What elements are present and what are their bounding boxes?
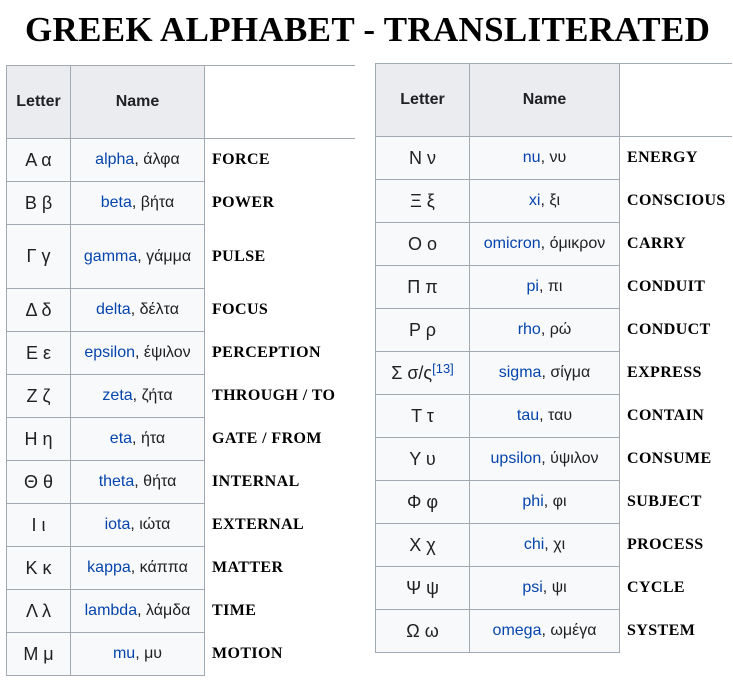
name-link[interactable]: mu xyxy=(112,645,136,662)
table-row xyxy=(376,266,732,309)
name-link[interactable]: nu xyxy=(522,149,541,166)
name-link[interactable]: alpha xyxy=(95,151,135,168)
name-cell xyxy=(470,309,620,352)
name-cell xyxy=(71,547,205,590)
letter-text: Ρ ρ xyxy=(409,319,436,340)
name-greek: , ύψιλον xyxy=(541,450,599,467)
table-row xyxy=(7,139,355,182)
letter-text: Τ τ xyxy=(411,405,434,426)
letter-cell xyxy=(376,180,470,223)
letter-text: Ν ν xyxy=(409,147,436,168)
name-cell xyxy=(470,266,620,309)
meaning-column-header xyxy=(205,66,355,139)
meaning-label: SYSTEM xyxy=(620,610,732,653)
name-greek: , ψι xyxy=(542,579,567,596)
name-cell xyxy=(71,289,205,332)
table-row xyxy=(7,504,355,547)
letter-cell xyxy=(7,182,71,225)
name-link[interactable]: sigma xyxy=(498,364,542,381)
table-row xyxy=(7,461,355,504)
meaning-label: EXTERNAL xyxy=(205,504,355,547)
table-row xyxy=(376,395,732,438)
letter-text: Κ κ xyxy=(25,557,52,578)
name-greek: , πι xyxy=(538,278,563,295)
name-link[interactable]: kappa xyxy=(87,559,131,576)
table-header-row xyxy=(7,66,355,139)
letter-cell xyxy=(7,461,71,504)
table-row xyxy=(376,524,732,567)
name-link[interactable]: gamma xyxy=(83,247,138,265)
letter-text: Ζ ζ xyxy=(26,385,51,406)
name-link[interactable]: chi xyxy=(523,536,545,553)
name-greek: , ζήτα xyxy=(132,387,173,404)
name-link[interactable]: eta xyxy=(109,430,133,447)
name-link[interactable]: omicron xyxy=(483,235,541,252)
table-row xyxy=(376,137,732,180)
name-greek: , ήτα xyxy=(132,430,166,447)
name-cell xyxy=(470,137,620,180)
meaning-label: ENERGY xyxy=(620,137,732,180)
name-link[interactable]: omega xyxy=(492,622,542,639)
letter-text: Χ χ xyxy=(409,534,436,555)
name-cell xyxy=(71,418,205,461)
letter-cell xyxy=(376,223,470,266)
letter-cell xyxy=(376,481,470,524)
name-greek: , ταυ xyxy=(539,407,573,424)
meaning-label: CARRY xyxy=(620,223,732,266)
letter-cell xyxy=(376,524,470,567)
letter-text: Ω ω xyxy=(406,620,439,641)
table-row xyxy=(376,352,732,395)
name-greek: , σίγμα xyxy=(541,364,591,381)
name-cell xyxy=(470,481,620,524)
name-link[interactable]: upsilon xyxy=(490,450,542,467)
meaning-label: TIME xyxy=(205,590,355,633)
name-greek: , μυ xyxy=(135,645,163,662)
letter-text: Ψ ψ xyxy=(406,577,439,598)
letter-cell xyxy=(7,633,71,676)
letter-cell xyxy=(7,332,71,375)
name-greek: , κάππα xyxy=(130,559,188,576)
name-cell xyxy=(470,610,620,653)
letter-text: Α α xyxy=(25,149,52,170)
greek-table-left xyxy=(6,65,355,676)
greek-table-right xyxy=(375,63,732,653)
letter-text: Θ θ xyxy=(23,471,53,492)
name-cell xyxy=(470,352,620,395)
letter-text: Δ δ xyxy=(25,299,52,320)
letter-cell xyxy=(376,137,470,180)
table-row xyxy=(7,289,355,332)
name-link[interactable]: delta xyxy=(96,301,131,318)
name-cell xyxy=(470,438,620,481)
meaning-label: CYCLE xyxy=(620,567,732,610)
meaning-label: INTERNAL xyxy=(205,461,355,504)
name-link[interactable]: epsilon xyxy=(84,344,136,361)
letter-cell xyxy=(7,418,71,461)
letter-cell xyxy=(376,309,470,352)
name-cell xyxy=(71,461,205,504)
name-link[interactable]: xi xyxy=(528,192,541,209)
letter-cell xyxy=(7,547,71,590)
letter-text: Σ σ/ς xyxy=(391,362,433,383)
letter-text: Λ λ xyxy=(25,600,52,621)
letter-text: Β β xyxy=(24,192,53,213)
name-cell xyxy=(71,182,205,225)
letter-text: Φ φ xyxy=(406,491,439,512)
name-cell xyxy=(71,504,205,547)
page-title: GREEK ALPHABET - TRANSLITERATED xyxy=(25,10,711,49)
letter-cell xyxy=(376,266,470,309)
table-row xyxy=(7,375,355,418)
name-cell xyxy=(470,567,620,610)
letter-cell xyxy=(376,610,470,653)
meaning-label: CONSCIOUS xyxy=(620,180,732,223)
meaning-label: SUBJECT xyxy=(620,481,732,524)
name-cell xyxy=(470,180,620,223)
meaning-label: CONDUCT xyxy=(620,309,732,352)
name-cell xyxy=(71,375,205,418)
meaning-label: FORCE xyxy=(205,139,355,182)
name-column-header: Name xyxy=(470,64,620,137)
name-link[interactable]: tau xyxy=(516,407,540,424)
name-greek: , όμικρον xyxy=(540,235,606,252)
letter-cell xyxy=(7,225,71,289)
name-cell xyxy=(470,395,620,438)
letter-text: Γ γ xyxy=(26,246,51,266)
letter-cell xyxy=(7,289,71,332)
meaning-label: EXPRESS xyxy=(620,352,732,395)
letter-text: Μ μ xyxy=(23,643,54,664)
table-row xyxy=(376,438,732,481)
meaning-label: GATE / FROM xyxy=(205,418,355,461)
letter-cell xyxy=(376,567,470,610)
letter-cell xyxy=(376,395,470,438)
name-cell xyxy=(71,633,205,676)
table-row xyxy=(7,547,355,590)
meaning-label: PERCEPTION xyxy=(205,332,355,375)
name-greek: , νυ xyxy=(540,149,567,166)
letter-cell xyxy=(376,352,470,395)
name-link[interactable]: psi xyxy=(522,579,543,596)
name-link[interactable]: iota xyxy=(104,516,131,533)
name-link[interactable]: theta xyxy=(98,473,135,490)
name-greek: , ξι xyxy=(540,192,561,209)
letter-column-header: Letter xyxy=(7,66,71,139)
name-link[interactable]: rho xyxy=(517,321,541,338)
meaning-label: MOTION xyxy=(205,633,355,676)
name-greek: , βήτα xyxy=(131,194,175,211)
table-row xyxy=(7,182,355,225)
meaning-label: FOCUS xyxy=(205,289,355,332)
name-greek: , δέλτα xyxy=(130,301,179,318)
letter-cell xyxy=(7,375,71,418)
name-cell xyxy=(71,139,205,182)
letter-text: Ι ι xyxy=(31,514,46,535)
name-link[interactable]: phi xyxy=(522,493,544,510)
name-cell xyxy=(71,332,205,375)
name-greek: , χι xyxy=(544,536,566,553)
meaning-label: CONTAIN xyxy=(620,395,732,438)
table-row xyxy=(376,567,732,610)
table-row xyxy=(7,332,355,375)
table-header-row xyxy=(376,64,732,137)
meaning-column-header xyxy=(620,64,732,137)
letter-cell xyxy=(376,438,470,481)
name-greek: , έψιλον xyxy=(135,344,191,361)
table-row xyxy=(376,180,732,223)
name-link[interactable]: pi xyxy=(526,278,539,295)
name-greek: , φι xyxy=(543,493,567,510)
letter-text: Η η xyxy=(24,428,53,449)
letter-cell xyxy=(7,139,71,182)
name-link[interactable]: lambda xyxy=(84,602,138,619)
table-row xyxy=(7,225,355,289)
name-greek: , άλφα xyxy=(134,151,180,168)
name-cell xyxy=(71,225,205,289)
meaning-label: CONDUIT xyxy=(620,266,732,309)
name-greek: , ωμέγα xyxy=(541,622,597,639)
table-row xyxy=(376,610,732,653)
name-greek: , θήτα xyxy=(134,473,177,490)
table-row xyxy=(376,223,732,266)
letter-cell xyxy=(7,590,71,633)
name-greek: , ρώ xyxy=(540,321,572,338)
meaning-label: MATTER xyxy=(205,547,355,590)
name-column-header: Name xyxy=(71,66,205,139)
name-greek: , ιώτα xyxy=(130,516,171,533)
name-greek: , λάμδα xyxy=(137,602,191,619)
name-link[interactable]: zeta xyxy=(102,387,133,404)
name-cell xyxy=(470,223,620,266)
name-cell xyxy=(470,524,620,567)
table-row xyxy=(7,418,355,461)
name-cell xyxy=(71,590,205,633)
meaning-label: POWER xyxy=(205,182,355,225)
table-row xyxy=(7,590,355,633)
letter-cell xyxy=(7,504,71,547)
letter-text: Ξ ξ xyxy=(410,190,435,211)
letter-column-header: Letter xyxy=(376,64,470,137)
meaning-label: CONSUME xyxy=(620,438,732,481)
name-greek: , γάμμα xyxy=(137,247,192,265)
table-row xyxy=(376,309,732,352)
letter-text: Ο ο xyxy=(407,233,437,254)
meaning-label: PROCESS xyxy=(620,524,732,567)
table-row xyxy=(376,481,732,524)
meaning-label: PULSE xyxy=(205,225,355,289)
letter-text: Ε ε xyxy=(25,342,52,363)
name-link[interactable]: beta xyxy=(100,194,132,211)
table-row xyxy=(7,633,355,676)
letter-text: Π π xyxy=(407,276,438,297)
meaning-label: THROUGH / TO xyxy=(205,375,355,418)
citation-link[interactable]: [13] xyxy=(432,360,454,376)
letter-text: Υ υ xyxy=(409,448,436,469)
